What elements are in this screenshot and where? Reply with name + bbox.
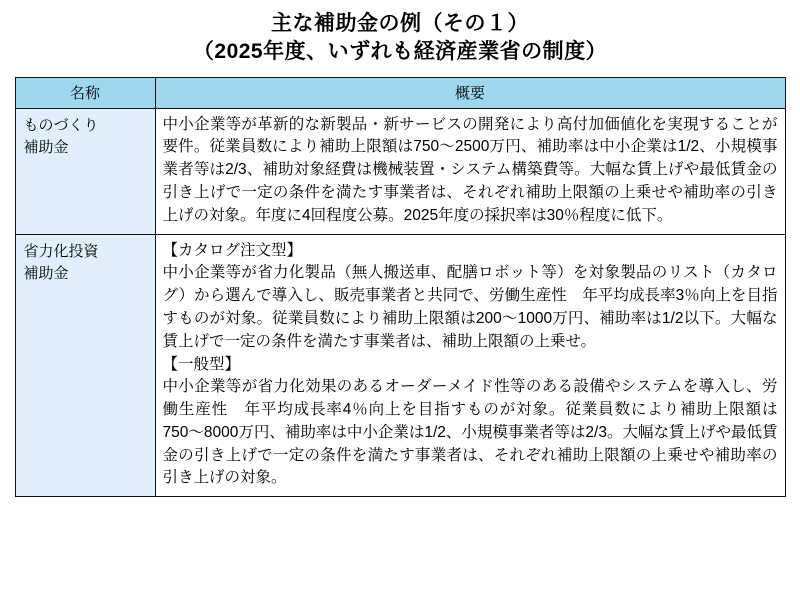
page-title [14, 10, 786, 67]
grant-name-line-1: ものづくり [23, 116, 99, 134]
grant-summary-monozukuri [155, 108, 785, 234]
column-header-name: 名称 [15, 77, 155, 108]
title-line-1: 主な補助金の例（その１） [271, 12, 529, 35]
grant-name-line-2: 補助金 [23, 265, 69, 283]
summary-heading-catalog: 【カタログ注文型】 [162, 241, 303, 259]
summary-heading-general: 【一般型】 [162, 355, 241, 373]
column-header-summary: 概要 [155, 77, 785, 108]
summary-paragraph: 中小企業等が革新的な新製品・新サービスの開発により高付加価値化を実現することが要件。従業員数により補助上限額は750〜2500万円、補助率は中小企業は1/2、小規模事業者等は2/3、補助対象経費は機械装置・システム構築費等。大幅な賃上げや最低賃金の引き上げで一定の条件を満たす事業者は、それぞれ補助上限額の上乗せや補助率の引き上げの対象。年度に4回程度公募。2025年度の採択率は30％程度に低下。 [162, 115, 778, 224]
table-header-row [15, 77, 785, 108]
grants-table [15, 77, 786, 498]
grant-summary-shoryokuka [155, 234, 785, 497]
title-line-2: （2025年度、いずれも経済産業省の制度） [192, 40, 608, 64]
grant-name-line-2: 補助金 [23, 139, 69, 157]
summary-paragraph-general: 中小企業等が省力化効果のあるオーダーメイド性等のある設備やシステムを導入し、労働生産性 年平均成長率4％向上を目指すものが対象。従業員数により補助上限額は750〜8000万円、補助率は中小企業は1/2、小規模事業者等は2/3。大幅な賃上げや最低賃金の引き上げで一定の条件を満たす事業者は、それぞれ補助上限額の上乗せや補助率の引き上げの対象。 [162, 378, 778, 487]
grant-name-line-1: 省力化投資 [23, 242, 99, 260]
table-row [15, 108, 785, 234]
summary-paragraph-catalog: 中小企業等が省力化製品（無人搬送車、配膳ロボット等）を対象製品のリスト（カタログ）から選んで導入し、販売事業者と共同で、労働生産性 年平均成長率3％向上を目指すものが対象。従業員数により補助上限額は200〜1000万円、補助率は1/2以下。大幅な賃上げで一定の条件を満たす事業者は、補助上限額の上乗せ。 [162, 264, 778, 350]
grant-name-shoryokuka [15, 234, 155, 497]
grant-name-monozukuri [15, 108, 155, 234]
table-row [15, 234, 785, 497]
